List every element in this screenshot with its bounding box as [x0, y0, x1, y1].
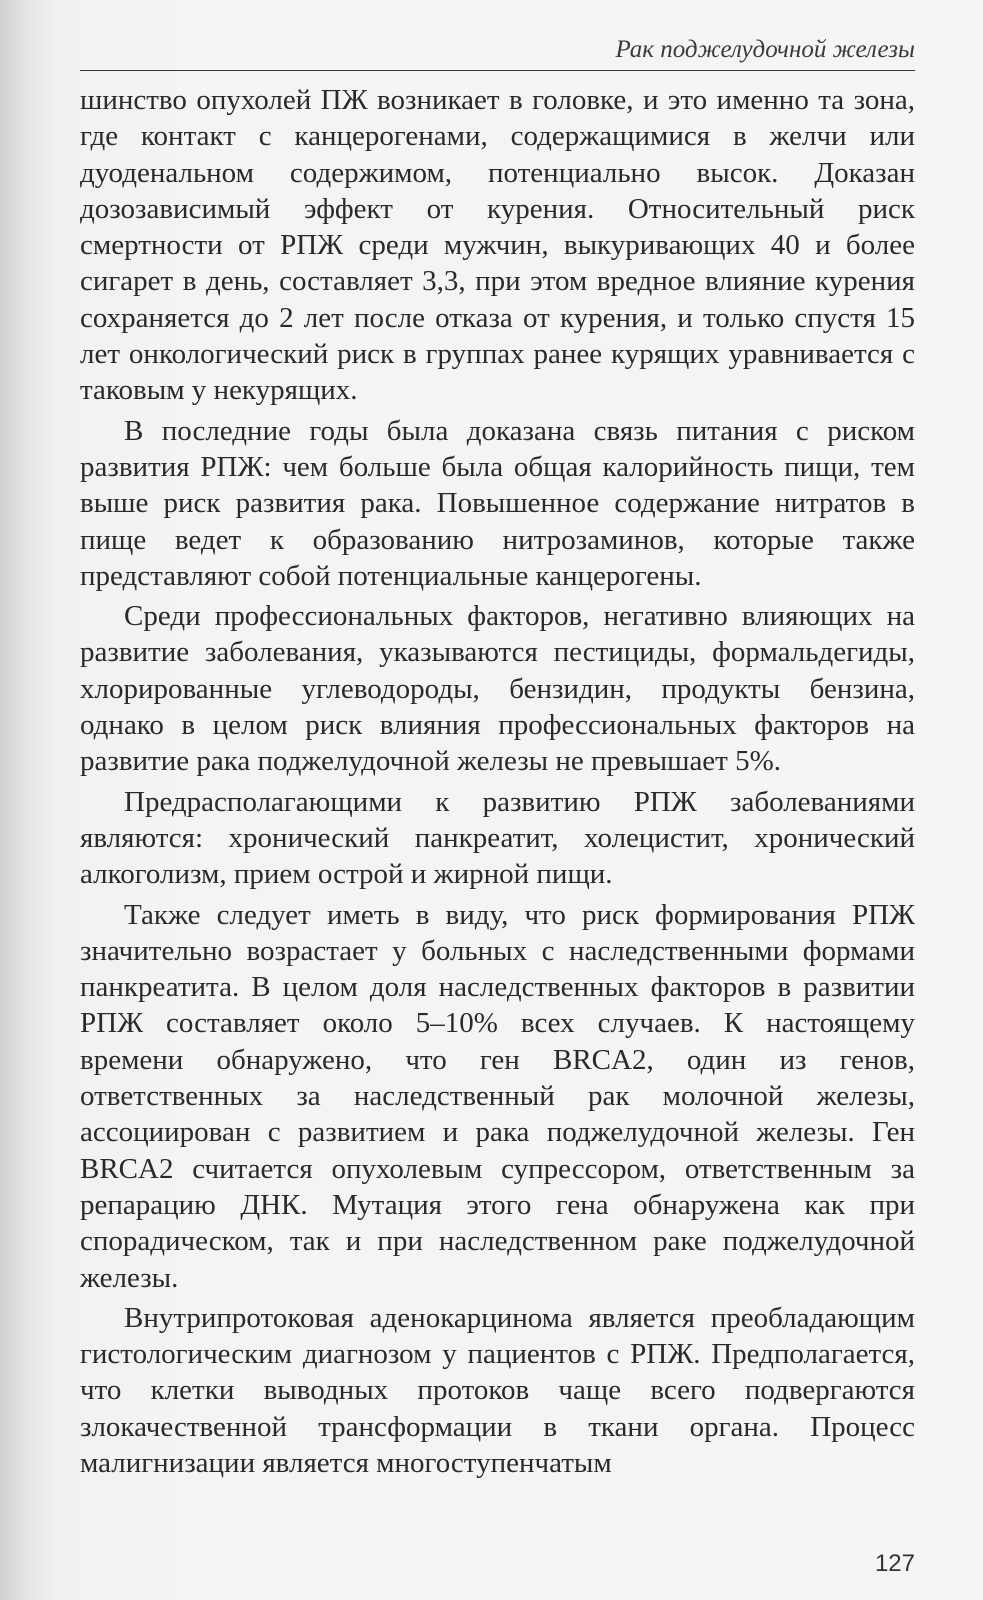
- paragraph: Среди профессиональных факторов, негативно влияющих на развитие заболевания, указываются пестициды, формальдегиды, хлорированные углеводороды, бензидин, продукты бензина, однако в целом риск влияния профессиональных факторов на развитие рака поджелудочной железы не превышает 5%.: [80, 600, 915, 778]
- paragraph: шинство опухолей ПЖ возникает в головке, и это именно та зона, где контакт с канцерогенами, содержащимися в желчи или дуоденальном содержимом, потенциально высок. Доказан дозозависимый эффект от курения. Относительный риск смертности от РПЖ среди мужчин, выкуривающих 40 и более сигарет в день, составляет 3,3, при этом вредное влияние курения сохраняется до 2 лет после отказа от курения, и только спустя 15 лет онкологический риск в группах ранее курящих уравнивается с таковым у некурящих.: [80, 84, 915, 407]
- running-header-title: Рак поджелудочной железы: [615, 36, 915, 63]
- running-header: [80, 30, 915, 71]
- paragraph: В последние годы была доказана связь питания с риском развития РПЖ: чем больше была общая калорийность пищи, тем выше риск развития рака. Повышенное содержание нитратов в пище ведет к образованию нитрозаминов, которые также представляют собой потенциальные канцерогены.: [80, 414, 915, 592]
- body-text: [80, 82, 915, 1485]
- page-number: 127: [874, 1550, 915, 1577]
- paragraph: Внутрипротоковая аденокарцинома является преобладающим гистологическим диагнозом у пациентов с РПЖ. Предполагается, что клетки выводных протоков чаще всего подвергаются злокачественной трансформации в ткани органа. Процесс малигнизации является многоступенчатым: [80, 1301, 915, 1479]
- paragraph: Предрасполагающими к развитию РПЖ заболеваниями являются: хронический панкреатит, холецистит, хронический алкоголизм, прием острой и жирной пищи.: [80, 785, 915, 891]
- paragraph: Также следует иметь в виду, что риск формирования РПЖ значительно возрастает у больных с наследственными формами панкреатита. В целом доля наследственных факторов в развитии РПЖ составляет около 5–10% всех случаев. К настоящему времени обнаружено, что ген BRCA2, один из генов, ответственных за наследственный рак молочной железы, ассоциирован с развитием и рака поджелудочной железы. Ген BRCA2 считается опухолевым супрессором, ответственным за репарацию ДНК. Мутация этого гена обнаружена как при спорадическом, так и при наследственном раке поджелудочной железы.: [80, 898, 915, 1294]
